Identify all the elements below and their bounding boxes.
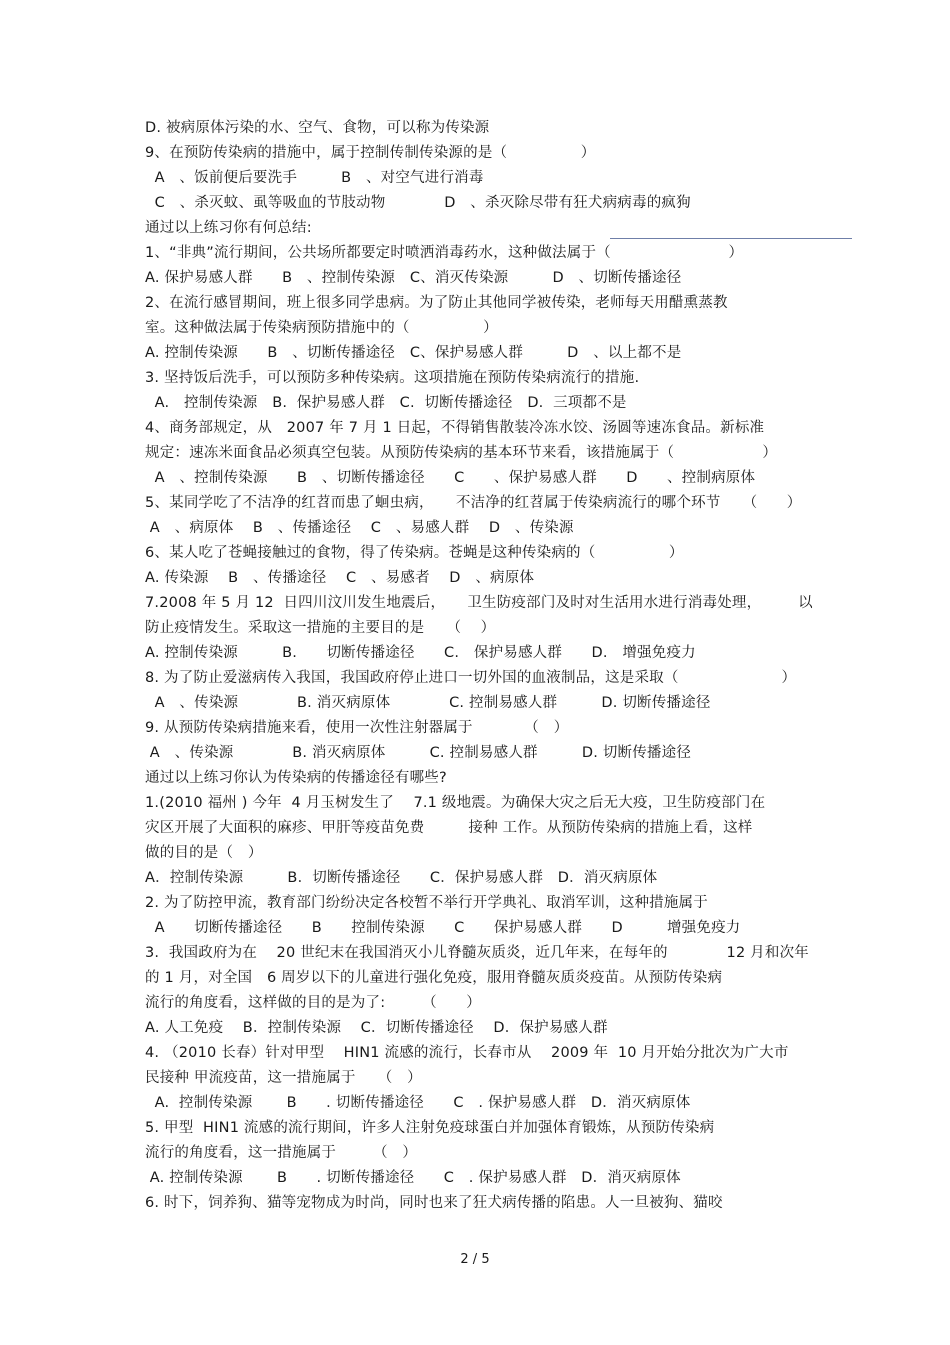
text-line: 防止疫情发生。采取这一措施的主要目的是 （ ）	[145, 620, 496, 636]
text-line: 通过以上练习你认为传染病的传播途径有哪些?	[145, 770, 447, 786]
text-line: C 、杀灭蚊、虱等吸血的节肢动物 D 、杀灭除尽带有狂犬病病毒的疯狗	[145, 195, 691, 211]
text-line: A 、传染源 B. 消灭病原体 C. 控制易感人群 D. 切断传播途径	[145, 695, 711, 711]
text-line: 1.(2010 福州 ) 今年 4 月玉树发生了 7.1 级地震。为确保大灾之后无大疫，卫生防疫部门在	[145, 795, 766, 811]
text-line: A. 控制传染源 B. 保护易感人群 C. 切断传播途径 D. 三项都不是	[145, 395, 627, 411]
text-line: 规定：速冻米面食品必须真空包装。从预防传染病的基本环节来看，该措施属于（ ）	[145, 445, 778, 461]
text-line: A 、传染源 B. 消灭病原体 C. 控制易感人群 D. 切断传播途径	[145, 745, 692, 761]
text-line: 2. 为了防控甲流，教育部门纷纷决定各校暂不举行开学典礼、取消军训，这种措施属于	[145, 895, 708, 911]
text-line: A. 控制传染源 B . 切断传播途径 C . 保护易感人群 D．消灭病原体	[145, 1095, 691, 1111]
page-number: 2 / 5	[460, 1252, 490, 1267]
text-line: A 切断传播途径 B 控制传染源 C 保护易感人群 D 增强免疫力	[145, 920, 741, 936]
text-line: A. 人工免疫 B．控制传染源 C．切断传播途径 D．保护易感人群	[145, 1020, 608, 1036]
text-line: 5. 甲型 HIN1 流感的流行期间，许多人注射免疫球蛋白并加强体育锻炼，从预防传染病	[145, 1120, 715, 1136]
text-line: A. 传染源 B 、传播途径 C 、易感者 D 、病原体	[145, 570, 535, 586]
text-line: 8. 为了防止爱滋病传入我国，我国政府停止进口一切外国的血液制品，这是采取（ ）	[145, 670, 797, 686]
text-line: 9. 从预防传染病措施来看，使用一次性注射器属于 （ ）	[145, 720, 569, 736]
text-line: A. 保护易感人群 B 、控制传染源 C、消灭传染源 D 、切断传播途径	[145, 270, 682, 286]
text-line: 4. （2010 长春）针对甲型 HIN1 流感的流行，长春市从 2009 年 10 月开始分批次为广大市	[145, 1045, 789, 1061]
text-line: A. 控制传染源 B 、切断传播途径 C、保护易感人群 D 、以上都不是	[145, 345, 682, 361]
text-line: A 、饭前便后要洗手 B 、对空气进行消毒	[145, 170, 484, 186]
text-line: A. 控制传染源 B . 切断传播途径 C . 保护易感人群 D．消灭病原体	[145, 1170, 681, 1186]
text-line: 1、“非典”流行期间，公共场所都要定时喷洒消毒药水，这种做法属于（ ）	[145, 245, 744, 261]
text-line: 3. 坚持饭后洗手，可以预防多种传染病。这项措施在预防传染病流行的措施.	[145, 370, 640, 386]
text-line: 做的目的是（ ）	[145, 845, 263, 861]
text-line: A 、控制传染源 B 、切断传播途径 C 、保护易感人群 D 、控制病原体	[145, 470, 756, 486]
horizontal-rule	[610, 238, 852, 239]
text-line: A. 控制传染源 B. 切断传播途径 C. 保护易感人群 D. 增强免疫力	[145, 645, 696, 661]
text-line: A 、病原体 B 、传播途径 C 、易感人群 D 、传染源	[145, 520, 574, 536]
text-line: 室。这种做法属于传染病预防措施中的（ ）	[145, 320, 498, 336]
text-line: 6. 时下，饲养狗、猫等宠物成为时尚，同时也来了狂犬病传播的陷患。人一旦被狗、猫咬	[145, 1195, 723, 1211]
text-line: 民接种 甲流疫苗，这一措施属于 （ ）	[145, 1070, 422, 1086]
text-line: 7.2008 年 5 月 12 日四川汶川发生地震后， 卫生防疫部门及时对生活用水进行消毒处理， 以	[145, 595, 813, 611]
text-line: 5、某同学吃了不洁净的红苕而患了蛔虫病， 不洁净的红苕属于传染病流行的哪个环节 （ ）	[145, 495, 802, 511]
text-line: A．控制传染源 B．切断传播途径 C．保护易感人群 D．消灭病原体	[145, 870, 658, 886]
text-line: 流行的角度看，这一措施属于 （ ）	[145, 1145, 418, 1161]
text-line: D. 被病原体污染的水、空气、食物，可以称为传染源	[145, 120, 490, 136]
text-line: 流行的角度看，这样做的目的是为了: （ ）	[145, 995, 481, 1011]
text-line: 6、某人吃了苍蝇接触过的食物，得了传染病。苍蝇是这种传染病的（ ）	[145, 545, 684, 561]
text-line: 通过以上练习你有何总结:	[145, 220, 312, 236]
text-line: 3. 我国政府为在 20 世纪末在我国消灭小儿脊髓灰质炎，近几年来，在每年的 12 月和次年	[145, 945, 809, 961]
text-line: 2、在流行感冒期间，班上很多同学患病。为了防止其他同学被传染，老师每天用醋熏蒸教	[145, 295, 728, 311]
text-line: 灾区开展了大面积的麻疹、甲肝等疫苗免费 接种 工作。从预防传染病的措施上看，这样	[145, 820, 753, 836]
text-line: 4、商务部规定，从 2007 年 7 月 1 日起，不得销售散装冷冻水饺、汤圆等速冻食品。新标准	[145, 420, 765, 436]
text-line: 的 1 月，对全国 6 周岁以下的儿童进行强化免疫，服用脊髓灰质炎疫苗。从预防传染病	[145, 970, 723, 986]
text-line: 9、在预防传染病的措施中，属于控制传制传染源的是（ ）	[145, 145, 596, 161]
